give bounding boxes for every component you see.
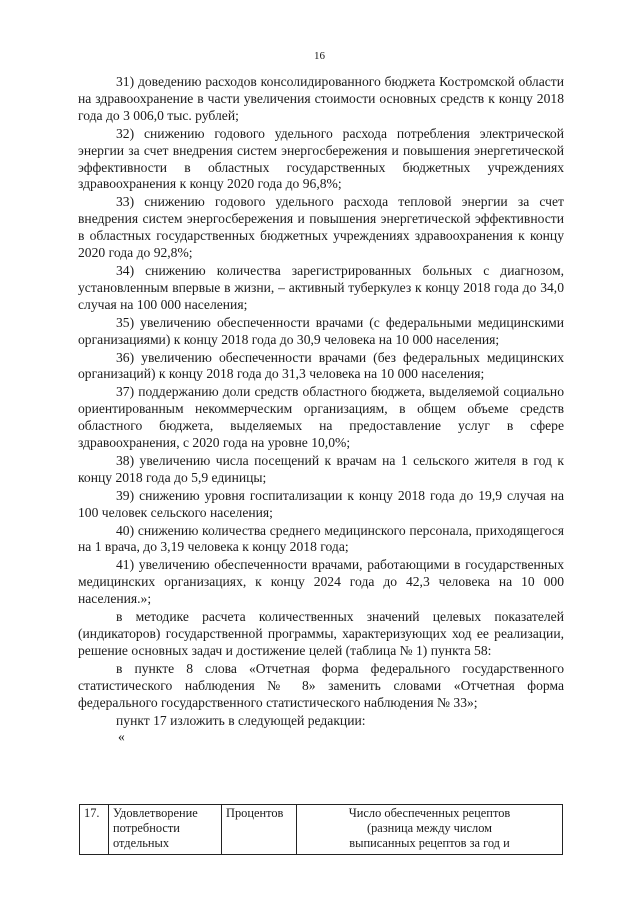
page-number: 16 [314,50,325,62]
paragraph-33: 33) снижению годового удельного расхода тепловой энергии за счет внедрения систем энергосбережения и повышения энергетической эффективности в областных государственных бюджетных учреждениях здравоохранения к концу 2020 года до 92,8%; [78,194,564,261]
paragraph-point-17: пункт 17 изложить в следующей редакции: [116,712,366,728]
paragraph-38: 38) увеличению числа посещений к врачам на 1 сельского жителя в год к концу 2018 года до 5,9 единицы; [78,452,564,485]
opening-quote: « [118,729,125,745]
paragraph-39: 39) снижению уровня госпитализации к концу 2018 года до 19,9 случая на 100 человек сельского населения; [78,487,564,520]
paragraph-40: 40) снижению количества среднего медицинского персонала, приходящегося на 1 врача, до 3,19 человека к концу 2018 года; [78,522,564,555]
paragraph-36: 36) увеличению обеспеченности врачами (без федеральных медицинских организаций) к концу 2018 года до 31,3 человека на 10 000 населения; [78,349,564,382]
formula-line-3: выписанных рецептов за год и [349,836,510,850]
paragraph-methodology: в методике расчета количественных значений целевых показателей (индикаторов) государственной программы, характеризующих ход ее реализации, решение основных задач и достижение целей (таблица № 1) пункта 58: [78,609,564,658]
formula-line-1: Число обеспеченных рецептов [348,806,511,820]
paragraph-41: 41) увеличению обеспеченности врачами, работающими в государственных медицинских организациях, к концу 2024 года до 42,3 человека на 10 000 населения.»; [78,557,564,607]
table-row [80,805,563,855]
document-body [78,74,564,746]
formula-line-2: (разница между числом [366,821,493,835]
paragraph-35: 35) увеличению обеспеченности врачами (с федеральными медицинскими организациями) к концу 2018 года до 30,9 человека на 10 000 населения; [78,314,564,347]
paragraph-37: 37) поддержанию доли средств областного бюджета, выделяемой социально ориентированным некоммерческим организациям, в общем объеме средств областного бюджета, выделяемых на предоставление услуг в сфере здравоохранения, с 2020 года на уровне 10,0%; [78,384,564,451]
paragraph-34: 34) снижению количества зарегистрированных больных с диагнозом, установленным впервые в жизни, – активный туберкулез к концу 2018 года до 34,0 случая на 100 000 населения; [78,262,564,312]
indicator-table [79,804,563,855]
paragraph-31: 31) доведению расходов консолидированного бюджета Костромской области на здравоохранение в части увеличения стоимости основных средств к концу 2018 года до 3 006,0 тыс. рублей; [78,74,564,123]
paragraph-point-8: в пункте 8 слова «Отчетная форма федерального государственного статистического наблюдения № 8» заменить словами «Отчетная форма федерального государственного статистического наблюдения № 33»; [78,660,564,710]
row-number-cell: 17. [80,805,109,855]
unit-cell: Процентов [222,805,297,855]
paragraph-32: 32) снижению годового удельного расхода потребления электрической энергии за счет внедрения систем энергосбережения и повышения энергетической эффективности в областных государственных бюджетных учреждениях здравоохранения к концу 2020 года до 96,8%; [78,125,564,192]
indicator-name-cell: Удовлетворение потребности отдельных [109,805,222,855]
formula-cell [297,805,563,855]
